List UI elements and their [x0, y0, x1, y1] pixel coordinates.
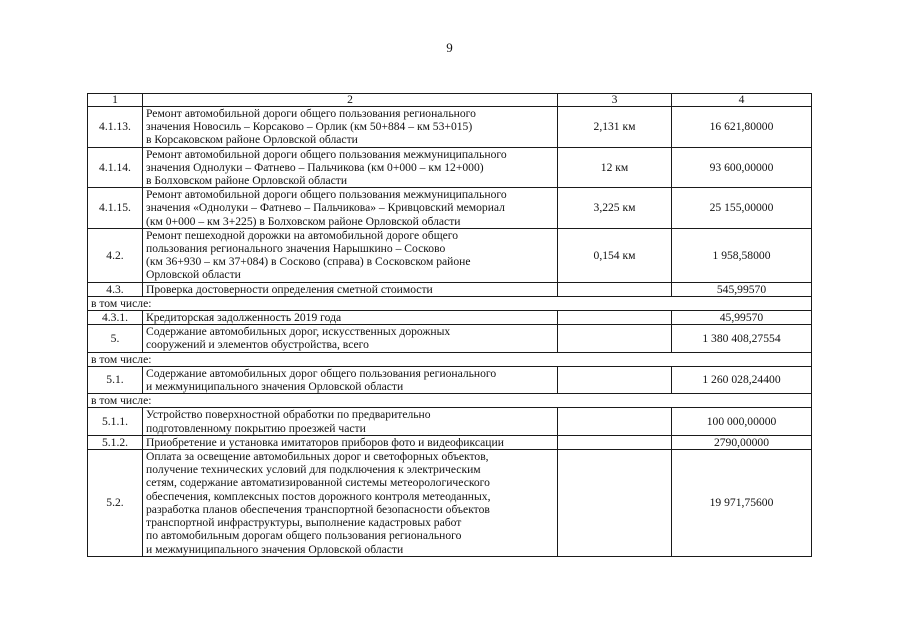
- description-line: подготовленному покрытию проезжей части: [146, 421, 366, 435]
- description-line: Орловской области: [146, 268, 241, 282]
- item-number: 5.: [88, 325, 143, 352]
- item-quantity: 12 км: [558, 147, 672, 188]
- item-amount: 45,99570: [672, 311, 812, 325]
- item-amount: 2790,00000: [672, 435, 812, 449]
- description-line: Ремонт пешеходной дорожки на автомобильной дороге общего: [146, 228, 459, 242]
- item-number: 5.1.2.: [88, 435, 143, 449]
- column-header-1: 1: [88, 94, 143, 107]
- item-description: [143, 435, 558, 449]
- item-description: [143, 188, 558, 229]
- description-line: Оплата за освещение автомобильных дорог и светофорных объектов,: [146, 450, 489, 464]
- table-subheading-row: [88, 352, 812, 366]
- budget-table-body: [88, 94, 812, 557]
- item-number: 4.1.15.: [88, 188, 143, 229]
- description-line: значения Однолуки – Фатнево – Пальчикова (км 0+000 – км 12+000): [146, 160, 484, 174]
- description-line: сооружений и элементов обустройства, всего: [146, 338, 369, 352]
- description-line: и межмуниципального значения Орловской области: [146, 542, 404, 556]
- description-line: значения Новосиль – Корсаково – Орлик (км 50+884 – км 53+015): [146, 120, 473, 134]
- description-line: Ремонт автомобильной дороги общего пользования межмуниципального: [146, 147, 507, 161]
- column-header-2: 2: [143, 94, 558, 107]
- item-quantity: [558, 408, 672, 435]
- item-number: 4.2.: [88, 228, 143, 282]
- item-number: 5.1.: [88, 366, 143, 393]
- item-amount: 100 000,00000: [672, 408, 812, 435]
- table-row: [88, 107, 812, 148]
- item-number: 5.2.: [88, 450, 143, 557]
- description-line: Ремонт автомобильной дороги общего пользования регионального: [146, 107, 476, 120]
- description-line: пользования регионального значения Нарышкино – Сосково: [146, 242, 446, 256]
- item-amount: 25 155,00000: [672, 188, 812, 229]
- description-line: сетям, содержание автоматизированной системы метеорологического: [146, 476, 490, 490]
- subheading-text: в том числе:: [88, 296, 812, 310]
- item-number: 4.1.14.: [88, 147, 143, 188]
- column-header-3: 3: [558, 94, 672, 107]
- item-description: [143, 107, 558, 148]
- description-line: (км 0+000 – км 3+225) в Болховском районе Орловской области: [146, 214, 461, 228]
- table-row: [88, 228, 812, 282]
- description-line: Содержание автомобильных дорог, искусственных дорожных: [146, 325, 451, 339]
- item-quantity: [558, 435, 672, 449]
- item-quantity: 3,225 км: [558, 188, 672, 229]
- item-description: [143, 311, 558, 325]
- description-line: и межмуниципального значения Орловской области: [146, 380, 404, 394]
- item-quantity: [558, 450, 672, 557]
- item-amount: 1 380 408,27554: [672, 325, 812, 352]
- description-line: Содержание автомобильных дорог общего пользования регионального: [146, 366, 497, 380]
- table-row: [88, 188, 812, 229]
- budget-table: [87, 93, 812, 557]
- description-line: Приобретение и установка имитаторов приборов фото и видеофиксации: [146, 435, 504, 449]
- item-amount: 16 621,80000: [672, 107, 812, 148]
- item-amount: 93 600,00000: [672, 147, 812, 188]
- description-line: получение технических условий для подключения к электрическим: [146, 463, 481, 477]
- description-line: Проверка достоверности определения сметной стоимости: [146, 282, 433, 296]
- item-description: [143, 450, 558, 557]
- description-line: Ремонт автомобильной дороги общего пользования межмуниципального: [146, 188, 507, 202]
- table-row: [88, 311, 812, 325]
- description-line: по автомобильным дорогам общего пользования регионального: [146, 529, 462, 543]
- item-description: [143, 282, 558, 296]
- item-quantity: [558, 325, 672, 352]
- table-subheading-row: [88, 394, 812, 408]
- item-description: [143, 228, 558, 282]
- column-header-4: 4: [672, 94, 812, 107]
- table-row: [88, 282, 812, 296]
- subheading-text: в том числе:: [88, 352, 812, 366]
- description-line: в Корсаковском районе Орловской области: [146, 133, 358, 147]
- table-row: [88, 435, 812, 449]
- item-number: 4.3.: [88, 282, 143, 296]
- item-description: [143, 147, 558, 188]
- item-quantity: [558, 311, 672, 325]
- page-number: 9: [446, 40, 453, 55]
- item-amount: 545,99570: [672, 282, 812, 296]
- item-quantity: [558, 282, 672, 296]
- table-subheading-row: [88, 296, 812, 310]
- item-description: [143, 366, 558, 393]
- item-quantity: 2,131 км: [558, 107, 672, 148]
- item-number: 5.1.1.: [88, 408, 143, 435]
- item-amount: 1 260 028,24400: [672, 366, 812, 393]
- description-line: обеспечения, комплексных постов дорожного контроля метеоданных,: [146, 489, 491, 503]
- table-row: [88, 147, 812, 188]
- table-row: [88, 450, 812, 557]
- description-line: Кредиторская задолженность 2019 года: [146, 311, 342, 325]
- item-number: 4.1.13.: [88, 107, 143, 148]
- item-quantity: 0,154 км: [558, 228, 672, 282]
- table-header-row: [88, 94, 812, 107]
- description-line: значения «Однолуки – Фатнево – Пальчикова» – Кривцовский мемориал: [146, 201, 505, 215]
- description-line: Устройство поверхностной обработки по предварительно: [146, 408, 431, 422]
- item-description: [143, 408, 558, 435]
- description-line: разработка планов обеспечения транспортной безопасности объектов: [146, 502, 490, 516]
- item-description: [143, 325, 558, 352]
- table-row: [88, 366, 812, 393]
- item-number: 4.3.1.: [88, 311, 143, 325]
- item-amount: 19 971,75600: [672, 450, 812, 557]
- description-line: транспортной инфраструктуры, выполнение кадастровых работ: [146, 516, 462, 530]
- table-row: [88, 408, 812, 435]
- item-amount: 1 958,58000: [672, 228, 812, 282]
- item-quantity: [558, 366, 672, 393]
- description-line: в Болховском районе Орловской области: [146, 174, 348, 188]
- description-line: (км 36+930 – км 37+084) в Сосково (справа) в Сосковском районе: [146, 255, 471, 269]
- subheading-text: в том числе:: [88, 394, 812, 408]
- table-row: [88, 325, 812, 352]
